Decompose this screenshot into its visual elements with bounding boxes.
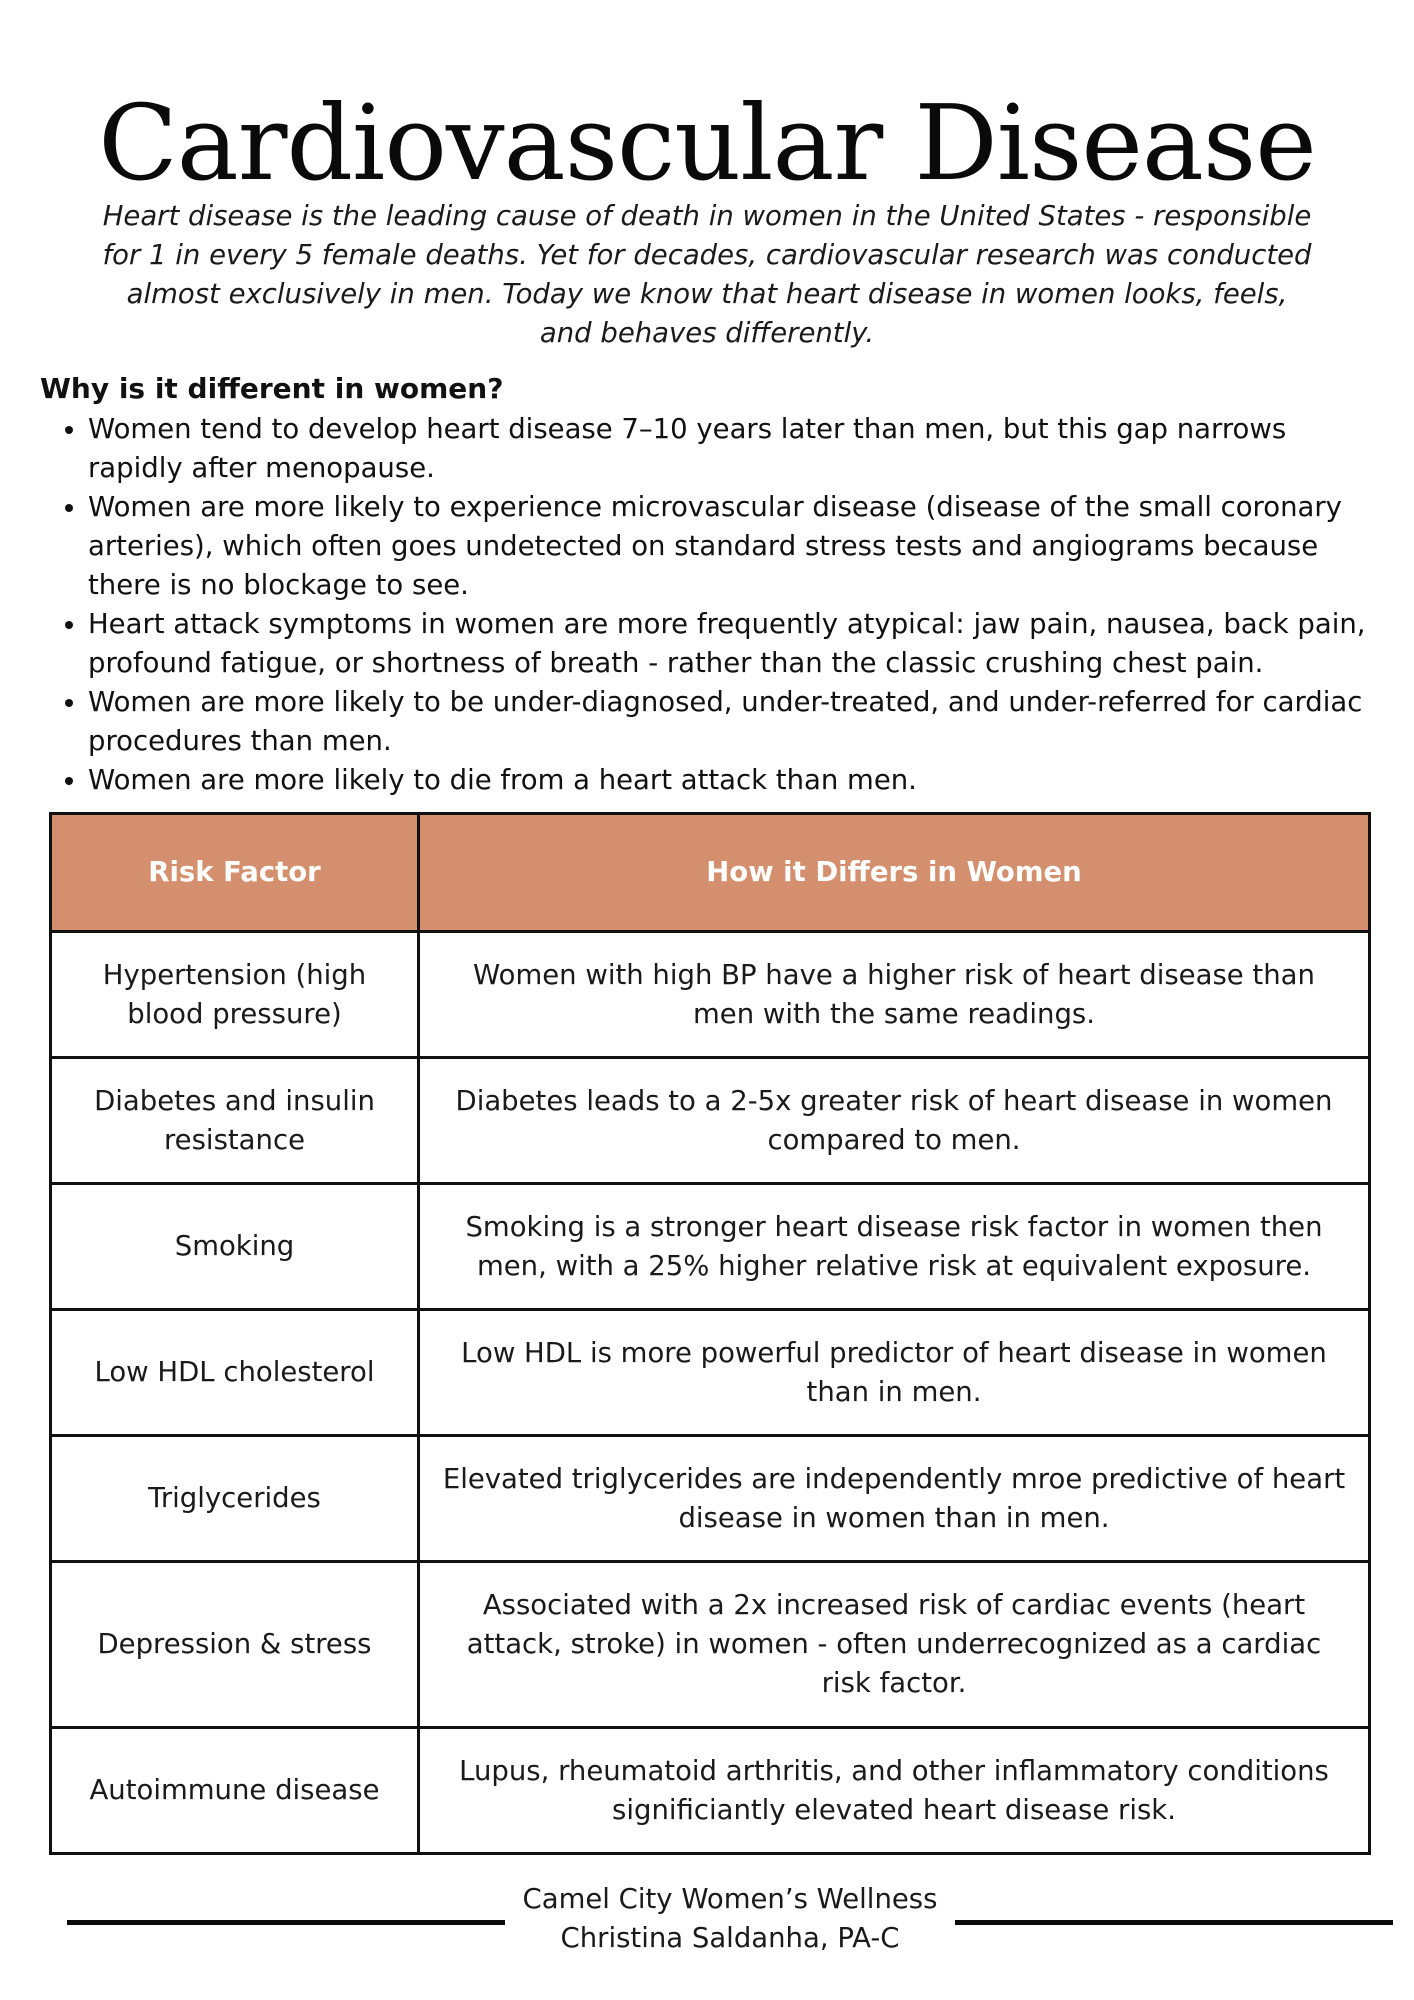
- page-title: Cardiovascular Disease: [98, 82, 1316, 204]
- bullet-item: • Women are more likely to experience microvascular disease (disease of the small coronary arteries), which often goes undetected on standard stress tests and angiograms because there is no blockage to see.: [88, 488, 1380, 605]
- difference-cell: Diabetes leads to a 2-5x greater risk of heart disease in women compared to men.: [419, 1058, 1370, 1184]
- difference-cell: Associated with a 2x increased risk of cardiac events (heart attack, stroke) in women - often underrecognized as a cardiac risk factor.: [419, 1562, 1370, 1728]
- risk-factor-cell: Autoimmune disease: [51, 1728, 419, 1854]
- header-how-it-differs: How it Differs in Women: [419, 814, 1370, 932]
- risk-factor-cell: Hypertension (high blood pressure): [51, 932, 419, 1058]
- table-row: [51, 1184, 1370, 1310]
- footer-divider-right: [955, 1920, 1393, 1925]
- risk-factor-cell: Triglycerides: [51, 1436, 419, 1562]
- difference-cell: Lupus, rheumatoid arthritis, and other inflammatory conditions significiantly elevated heart disease risk.: [419, 1728, 1370, 1854]
- table-row: [51, 1436, 1370, 1562]
- bullet-item: • Women tend to develop heart disease 7–10 years later than men, but this gap narrows rapidly after menopause.: [88, 410, 1380, 488]
- risk-factor-cell: Smoking: [51, 1184, 419, 1310]
- table-header-row: [51, 814, 1370, 932]
- header-risk-factor: Risk Factor: [51, 814, 419, 932]
- table-row: [51, 932, 1370, 1058]
- risk-factor-table: [49, 812, 1371, 1855]
- risk-factor-cell: Depression & stress: [51, 1562, 419, 1728]
- difference-cell: Elevated triglycerides are independently mroe predictive of heart disease in women than in men.: [419, 1436, 1370, 1562]
- intro-paragraph: Heart disease is the leading cause of death in women in the United States - responsible for 1 in every 5 female deaths. Yet for decades, cardiovascular research was conducted almost exclusively in men. Today we know that heart disease in women looks, feels, and behaves differently.: [102, 200, 1312, 349]
- footer-practice-name: Camel City Women’s Wellness: [522, 1883, 938, 1915]
- table-row: [51, 1310, 1370, 1436]
- table-row: [51, 1562, 1370, 1728]
- bullet-item: • Women are more likely to die from a heart attack than men.: [88, 761, 1380, 800]
- why-bullet-list: [40, 410, 1380, 800]
- why-heading: Why is it different in women?: [40, 372, 504, 405]
- table-row: [51, 1058, 1370, 1184]
- bullet-item: • Heart attack symptoms in women are more frequently atypical: jaw pain, nausea, back pain, profound fatigue, or shortness of breath - rather than the classic crushing chest pain.: [88, 605, 1380, 683]
- table-row: [51, 1728, 1370, 1854]
- difference-cell: Women with high BP have a higher risk of heart disease than men with the same readings.: [419, 932, 1370, 1058]
- bullet-item: • Women are more likely to be under-diagnosed, under-treated, and under-referred for cardiac procedures than men.: [88, 683, 1380, 761]
- difference-cell: Low HDL is more powerful predictor of heart disease in women than in men.: [419, 1310, 1370, 1436]
- footer-divider-left: [67, 1920, 505, 1925]
- footer: [505, 1880, 955, 1958]
- footer-provider-name: Christina Saldanha, PA-C: [560, 1922, 900, 1954]
- difference-cell: Smoking is a stronger heart disease risk factor in women then men, with a 25% higher relative risk at equivalent exposure.: [419, 1184, 1370, 1310]
- risk-factor-cell: Diabetes and insulin resistance: [51, 1058, 419, 1184]
- risk-factor-cell: Low HDL cholesterol: [51, 1310, 419, 1436]
